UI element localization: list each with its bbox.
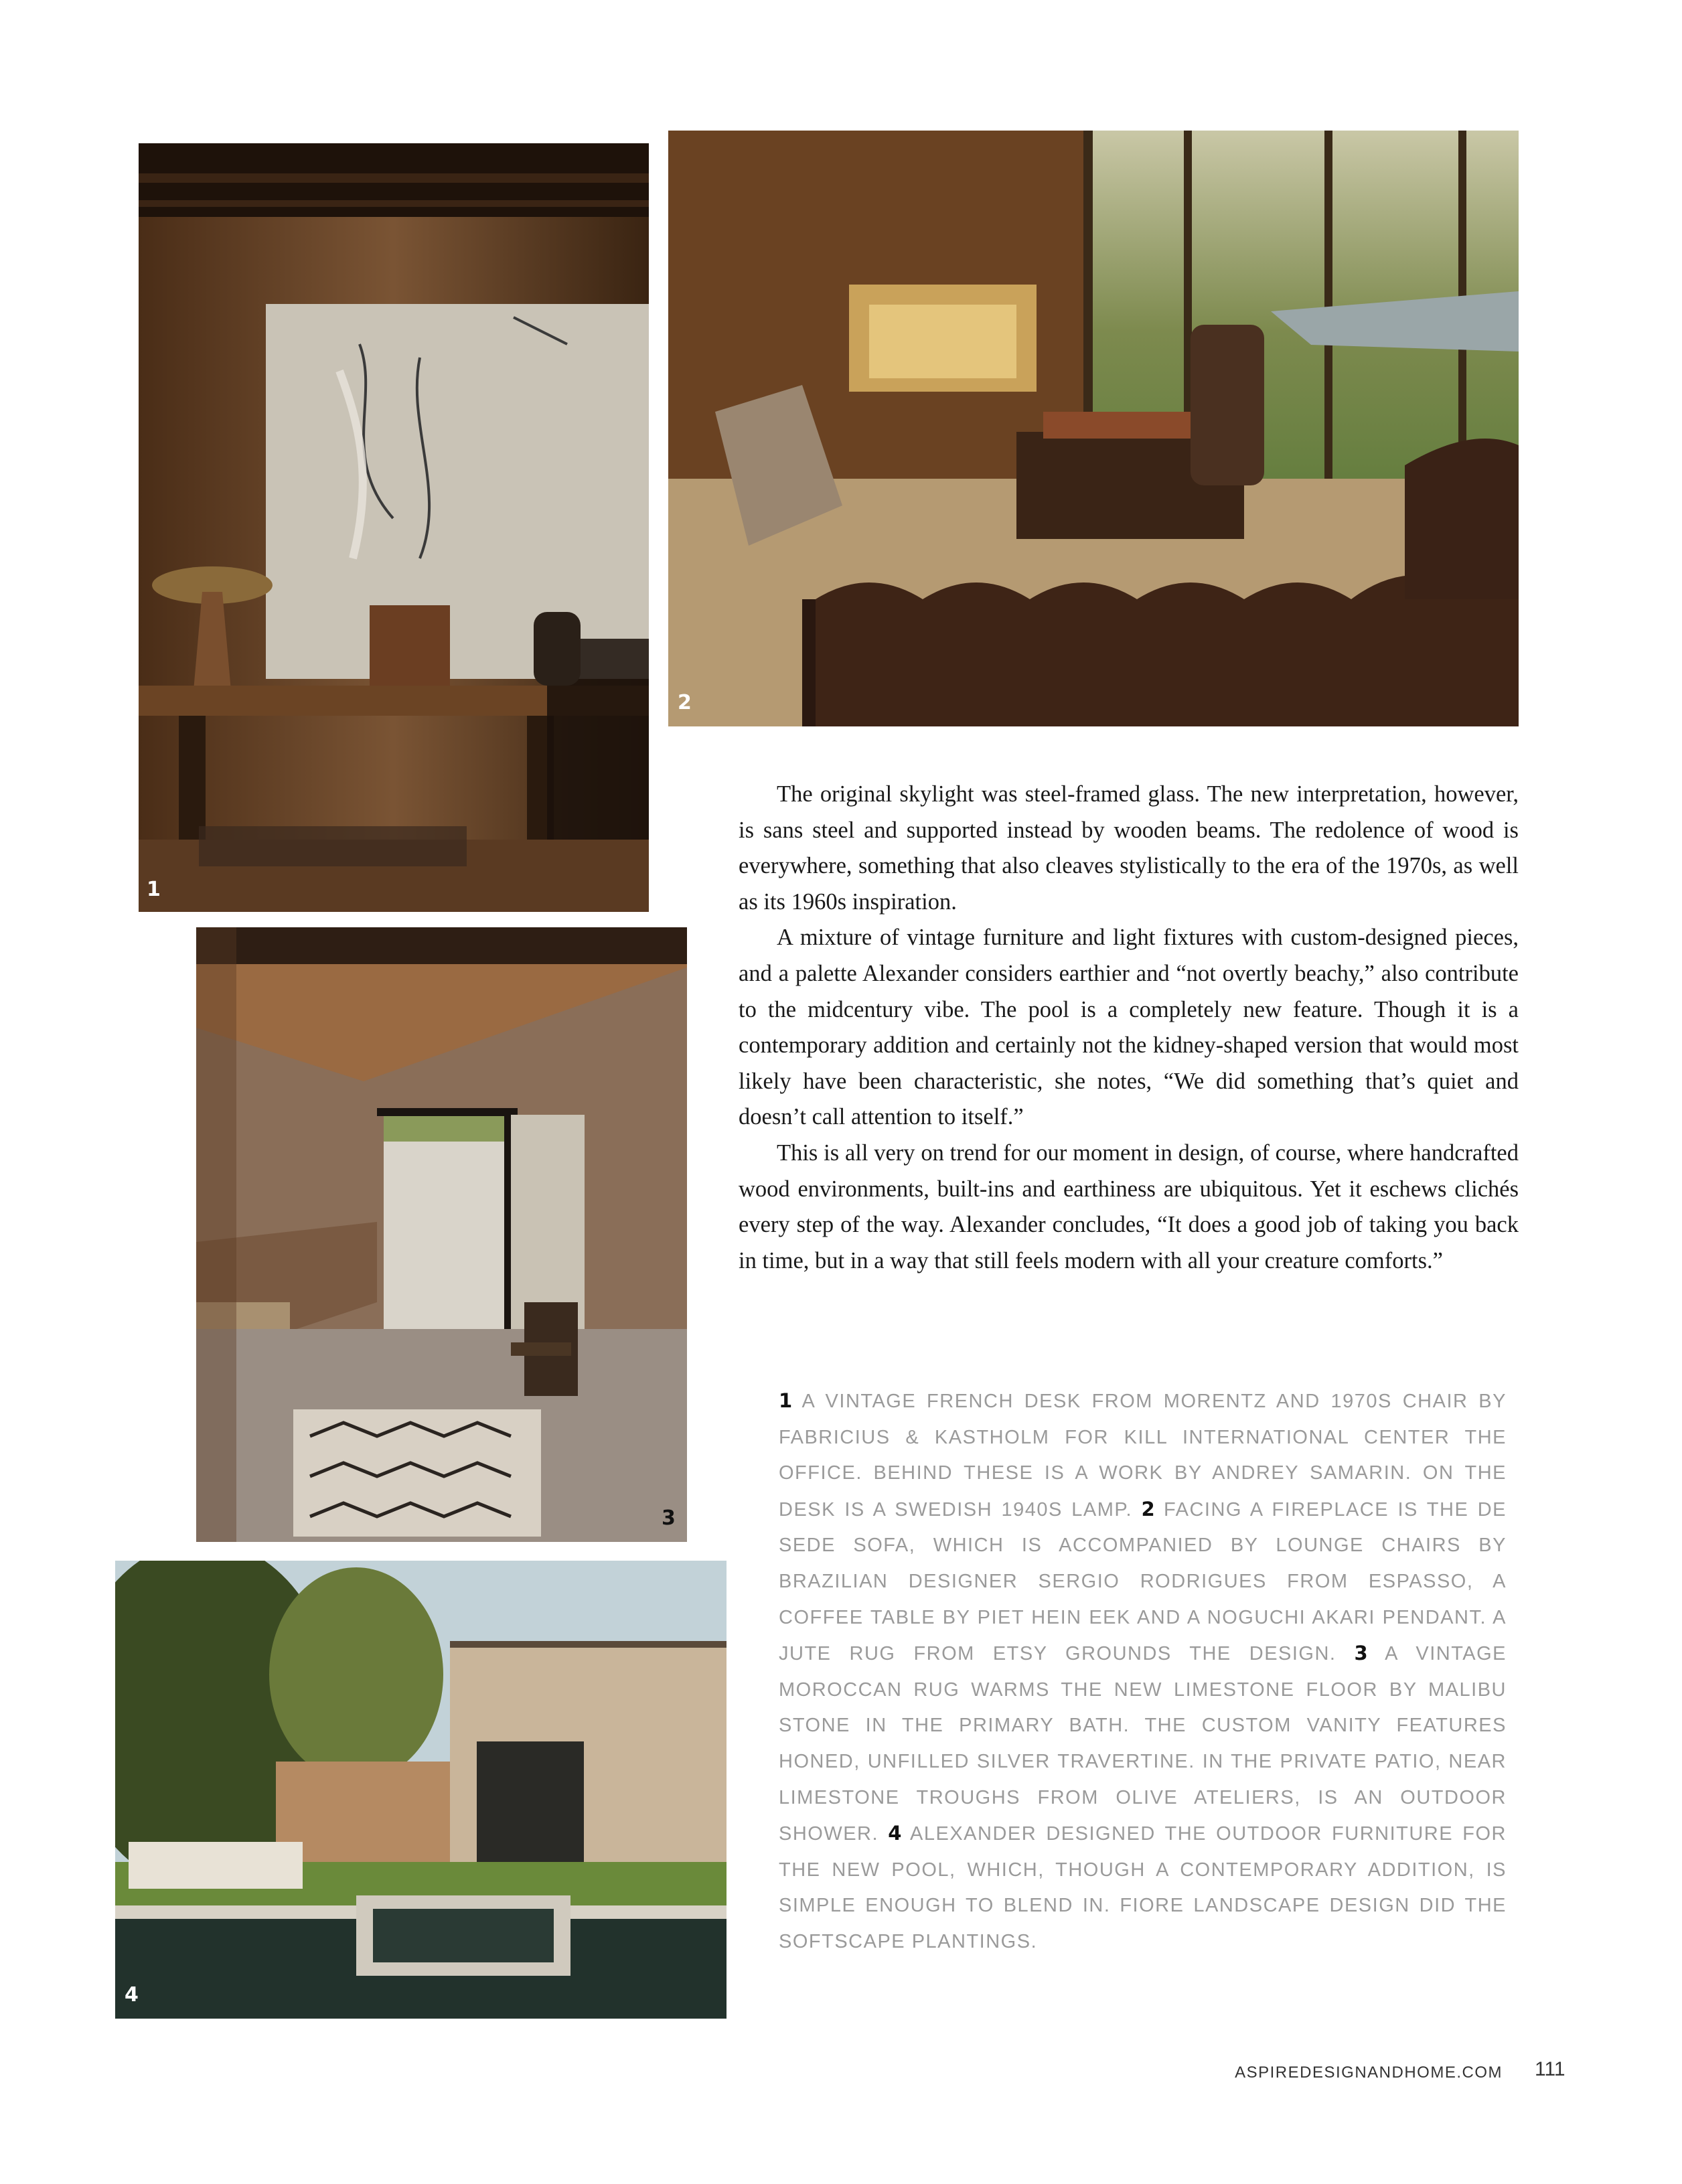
photo-office [139, 143, 649, 912]
photo-number-4: 4 [125, 1983, 139, 2007]
caption-number: 1 [779, 1389, 793, 1412]
body-paragraph: This is all very on trend for our moment in design, of course, where handcrafted wood environments, built-ins and earthiness are ubiquitous. Yet it eschews clichés every step of the way. Alexander concludes, “It does a good job of taking you back in time, but in a way that still feels modern with all your creature comforts.” [739, 1140, 1519, 1273]
caption-text: A VINTAGE MOROCCAN RUG WARMS THE NEW LIMESTONE FLOOR BY MALIBU STONE IN THE PRIMARY BATH. THE CUSTOM VANITY FEATURES HONED, UNFILLED SILVER TRAVERTINE. IN THE PRIVATE PATIO, NEAR LIMESTONE TROUGHS FROM OLIVE ATELIERS, IS AN OUTDOOR SHOWER. [779, 1643, 1507, 1845]
caption-text: ALEXANDER DESIGNED THE OUTDOOR FURNITURE FOR THE NEW POOL, WHICH, THOUGH A CONTEMPORARY ADDITION, IS SIMPLE ENOUGH TO BLEND IN. FIORE LANDSCAPE DESIGN DID THE SOFTSCAPE PLANTINGS. [779, 1823, 1507, 1952]
footer-website: ASPIREDESIGNANDHOME.COM [1235, 2063, 1503, 2082]
photo-primary-bath [196, 927, 687, 1542]
body-paragraph: The original skylight was steel-framed glass. The new interpretation, however, is sans steel and supported instead by wooden beams. The redolence of wood is everywhere, something that also cleaves stylistically to the era of the 1970s, as well as its 1960s inspiration. [739, 781, 1519, 915]
caption-text: FACING A FIREPLACE IS THE DE SEDE SOFA, WHICH IS ACCOMPANIED BY LOUNGE CHAIRS BY BRAZILIAN DESIGNER SERGIO RODRIGUES FROM ESPASSO, A COFFEE TABLE BY PIET HEIN EEK AND A NOGUCHI AKARI PENDANT. A JUTE RUG FROM ETSY GROUNDS THE DESIGN. [779, 1498, 1507, 1665]
caption-text: A VINTAGE FRENCH DESK FROM MORENTZ AND 1970S CHAIR BY FABRICIUS & KASTHOLM FOR KILL INTERNATIONAL CENTER THE OFFICE. BEHIND THESE IS A WORK BY ANDREY SAMARIN. ON THE DESK IS A SWEDISH 1940S LAMP. [779, 1391, 1507, 1520]
article-body [739, 777, 1519, 1279]
caption-number: 4 [888, 1822, 902, 1845]
photo-living-room [668, 131, 1519, 726]
photo-captions [779, 1383, 1507, 1960]
caption-number: 2 [1141, 1497, 1155, 1520]
photo-number-3: 3 [662, 1506, 676, 1530]
photo-number-1: 1 [147, 878, 161, 901]
photo-number-2: 2 [678, 691, 692, 714]
caption-number: 3 [1354, 1642, 1368, 1665]
photo-pool [115, 1561, 727, 2019]
page-number: 111 [1535, 2058, 1565, 2080]
body-paragraph: A mixture of vintage furniture and light fixtures with custom-designed pieces, and a palette Alexander considers earthier and “not overtly beachy,” also contribute to the midcentury vibe. The pool is a completely new feature. Though it is a contemporary addition and certainly not the kidney-shaped version that would most likely have been characteristic, she notes, “We did something that’s quiet and doesn’t call attention to itself.” [739, 925, 1519, 1130]
